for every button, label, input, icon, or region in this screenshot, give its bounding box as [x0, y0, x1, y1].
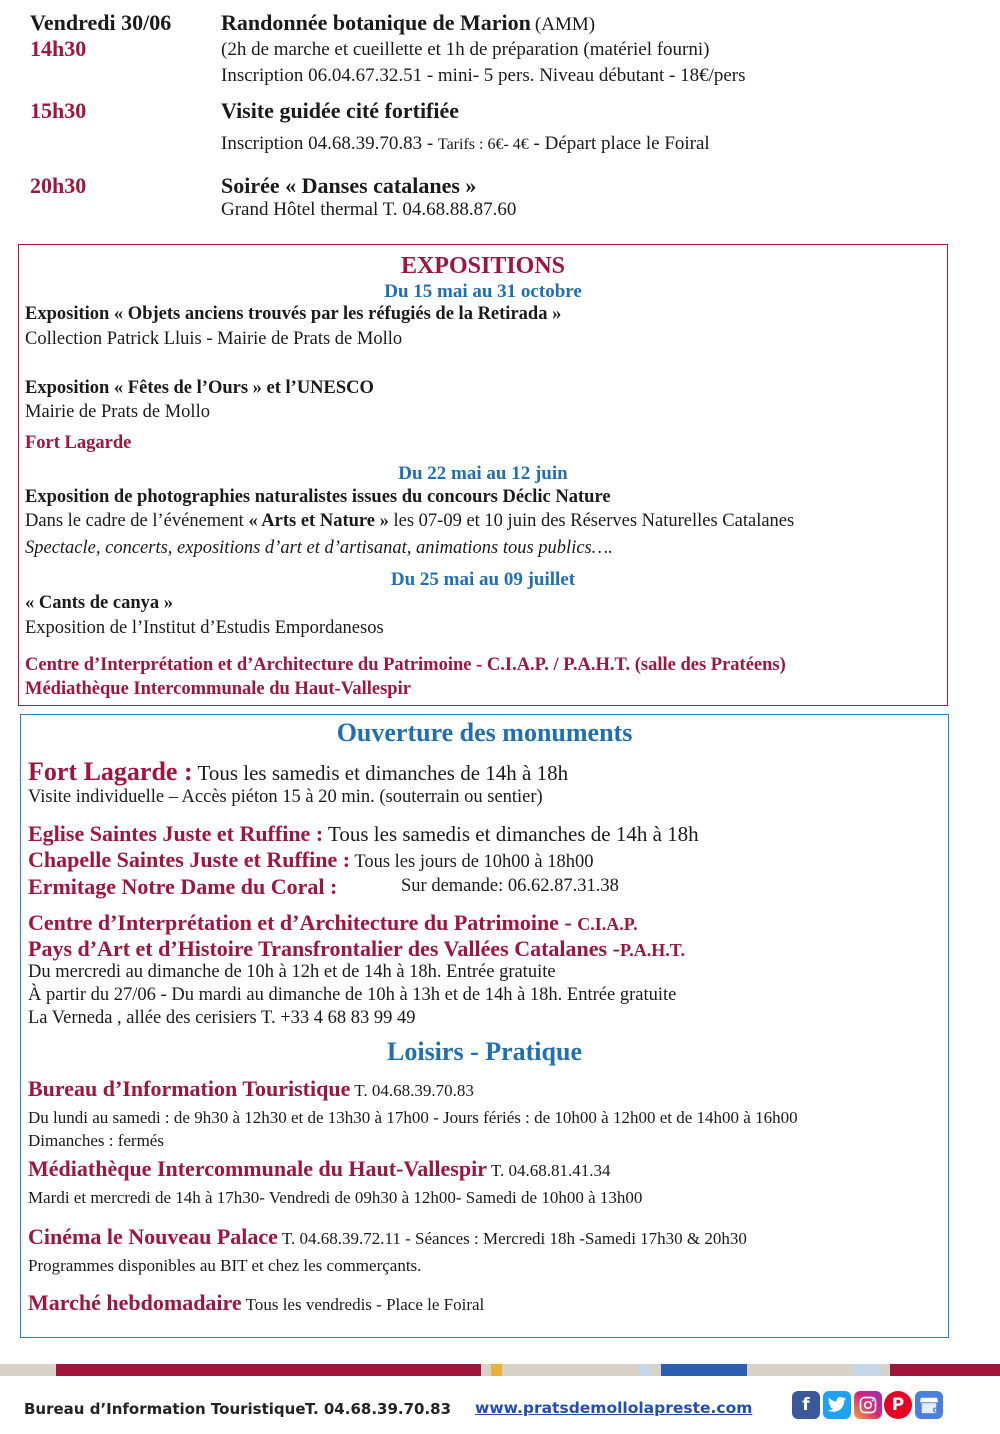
event-name: « Arts et Nature » — [248, 511, 389, 531]
monument-hours: Du mercredi au dimanche de 10h à 12h et de 14h à 18h. Entrée gratuite — [28, 962, 556, 982]
event-registration-phone: Inscription 04.68.39.70.83 - — [221, 133, 438, 154]
monument-hours: Tous les samedis et dimanches de 14h à 18h — [192, 761, 569, 785]
exhibition-text-part: les 07-09 et 10 juin des Réserves Naturelles Catalanes — [388, 511, 795, 531]
stripe-segment — [758, 1364, 815, 1376]
stripe-segment — [502, 1364, 576, 1376]
event-registration — [221, 133, 710, 155]
loisir-name: Cinéma le Nouveau Palace — [28, 1224, 278, 1249]
event-time: 15h30 — [30, 98, 87, 123]
monument-hours: Tous les samedis et dimanches de 14h à 18h — [323, 822, 699, 846]
schedule-day: Vendredi 30/06 — [30, 10, 172, 35]
stripe-segment — [639, 1364, 650, 1376]
event-title-text: Randonnée botanique de Marion — [221, 10, 531, 35]
stripe-segment — [56, 1364, 121, 1376]
stripe-segment — [724, 1364, 747, 1376]
monument-name: Chapelle Saintes Juste et Ruffine : — [28, 847, 351, 872]
stripe-segment — [576, 1364, 639, 1376]
stripe-segment — [481, 1364, 490, 1376]
expositions-heading: EXPOSITIONS — [400, 253, 566, 279]
stripe-segment — [747, 1364, 758, 1376]
monument-hours: Tous les jours de 10h00 à 18h00 — [350, 852, 594, 872]
monument-eglise — [28, 821, 699, 847]
stripe-segment — [0, 1364, 56, 1376]
exhibition-text: Mairie de Prats de Mollo — [25, 402, 210, 422]
stripe-segment — [816, 1364, 853, 1376]
monument-fort-lagarde — [28, 757, 568, 787]
instagram-icon[interactable] — [854, 1391, 882, 1419]
loisir-note: Programmes disponibles au BIT et chez les commerçants. — [28, 1256, 422, 1275]
monument-name: Centre d’Interprétation et d’Architecture du Patrimoine - — [28, 910, 578, 935]
monument-chapelle — [28, 847, 594, 873]
pinterest-icon[interactable]: P — [884, 1391, 912, 1419]
exhibition-title: Exposition « Objets anciens trouvés par les réfugiés de la Retirada » — [25, 304, 562, 324]
exhibition-text — [25, 511, 794, 532]
stripe-segment — [491, 1364, 502, 1376]
google-business-icon[interactable] — [915, 1391, 943, 1419]
monument-abbr: C.I.A.P. — [577, 914, 638, 934]
stripe-segment — [120, 1364, 231, 1376]
monuments-box — [20, 714, 949, 1338]
monument-hours: Sur demande: 06.62.87.31.38 — [401, 876, 619, 896]
event-venue: Grand Hôtel thermal T. 04.68.88.87.60 — [221, 199, 517, 220]
loisir-marche — [28, 1290, 484, 1316]
monument-ermitage — [28, 874, 337, 900]
monument-name: Pays d’Art et d’Histoire Transfrontalier des Vallées Catalanes - — [28, 936, 620, 961]
event-title-suffix: (AMM) — [534, 14, 596, 35]
loisir-hours: Mardi et mercredi de 14h à 17h30- Vendredi de 09h30 à 12h00- Samedi de 10h00 à 13h00 — [28, 1188, 643, 1207]
monument-name: Ermitage Notre Dame du Coral : — [28, 874, 338, 899]
event-title — [221, 10, 595, 36]
exhibition-location: Fort Lagarde — [25, 433, 132, 453]
date-range: Du 25 mai au 09 juillet — [390, 569, 576, 590]
date-range: Du 15 mai au 31 octobre — [384, 281, 582, 302]
event-time: 14h30 — [30, 36, 87, 61]
monument-paht — [28, 936, 685, 962]
exhibition-title: Exposition de photographies naturalistes issues du concours Déclic Nature — [25, 487, 611, 507]
loisir-name: Marché hebdomadaire — [28, 1290, 242, 1315]
exhibition-title: Exposition « Fêtes de l’Ours » et l’UNESCO — [25, 378, 374, 398]
stripe-segment — [890, 1364, 946, 1376]
stripe-segment — [945, 1364, 1000, 1376]
loisir-cinema — [28, 1224, 747, 1250]
expositions-box — [18, 244, 948, 706]
loisir-mediatheque — [28, 1156, 611, 1182]
monument-name: Fort Lagarde : — [28, 757, 193, 786]
monuments-heading: Ouverture des monuments — [336, 718, 633, 747]
exhibition-italic-note: Spectacle, concerts, expositions d’art et d’artisanat, animations tous publics…. — [25, 538, 613, 558]
monument-ciap — [28, 910, 638, 936]
footer-office: Bureau d’Information Touristique — [24, 1400, 306, 1418]
footer-stripe — [0, 1364, 1000, 1376]
loisirs-heading: Loisirs - Pratique — [387, 1037, 582, 1066]
event-meeting-point: - Départ place le Foiral — [528, 133, 710, 154]
exhibition-title: « Cants de canya » — [25, 593, 174, 613]
loisir-info: T. 04.68.39.72.11 - Séances : Mercredi 18h -Samedi 17h30 & 20h30 — [277, 1229, 747, 1248]
twitter-icon[interactable] — [823, 1391, 851, 1419]
loisir-hours: Du lundi au samedi : de 9h30 à 12h30 et de 13h30 à 17h00 - Jours fériés : de 10h00 à 12h00 et de 14h00 à 16h00 — [28, 1108, 798, 1127]
exhibition-text-part: Dans le cadre de l’événement — [25, 511, 249, 531]
exhibition-text: Collection Patrick Lluis - Mairie de Prats de Mollo — [25, 329, 403, 349]
loisir-phone: T. 04.68.39.70.83 — [350, 1081, 474, 1100]
event-description: (2h de marche et cueillette et 1h de préparation (matériel fourni) — [221, 39, 710, 60]
stripe-segment — [881, 1364, 890, 1376]
monument-note: Visite individuelle – Accès piéton 15 à 20 min. (souterrain ou sentier) — [28, 787, 543, 807]
svg-text:G: G — [932, 1405, 939, 1415]
monument-hours: À partir du 27/06 - Du mardi au dimanche de 10h à 13h et de 14h à 18h. Entrée gratuite — [28, 985, 677, 1005]
stripe-segment — [853, 1364, 881, 1376]
exhibition-location: Centre d’Interprétation et d’Architecture du Patrimoine - C.I.A.P. / P.A.H.T. (salle des Pratéens) — [25, 655, 786, 675]
monument-abbr: P.A.H.T. — [619, 940, 685, 960]
stripe-segment — [650, 1364, 661, 1376]
exhibition-location: Médiathèque Intercommunale du Haut-Vallespir — [25, 679, 411, 699]
event-title: Visite guidée cité fortifiée — [221, 98, 460, 123]
loisir-name: Bureau d’Information Touristique — [28, 1076, 351, 1101]
stripe-segment — [661, 1364, 724, 1376]
loisir-phone: T. 04.68.81.41.34 — [486, 1161, 611, 1180]
loisir-name: Médiathèque Intercommunale du Haut-Vallespir — [28, 1156, 487, 1181]
facebook-icon[interactable]: f — [792, 1391, 820, 1419]
loisir-bit — [28, 1076, 474, 1102]
stripe-segment — [301, 1364, 482, 1376]
event-registration: Inscription 06.04.67.32.51 - mini- 5 pers. Niveau débutant - 18€/pers — [221, 65, 746, 86]
monument-address: La Verneda , allée des cerisiers T. +33 4 68 83 99 49 — [28, 1008, 416, 1028]
footer-website-link[interactable]: www.pratsdemollolapreste.com — [475, 1399, 753, 1417]
date-range: Du 22 mai au 12 juin — [398, 463, 568, 484]
loisir-hours: Dimanches : fermés — [28, 1131, 164, 1150]
stripe-segment — [231, 1364, 300, 1376]
event-price: Tarifs : 6€- 4€ — [437, 136, 529, 153]
footer-phone: T. 04.68.39.70.83 — [305, 1400, 452, 1418]
exhibition-text: Exposition de l’Institut d’Estudis Empordanesos — [25, 618, 384, 638]
monument-name: Eglise Saintes Juste et Ruffine : — [28, 821, 324, 846]
loisir-info: Tous les vendredis - Place le Foiral — [241, 1295, 485, 1314]
event-title: Soirée « Danses catalanes » — [221, 173, 477, 198]
event-time: 20h30 — [30, 173, 87, 198]
